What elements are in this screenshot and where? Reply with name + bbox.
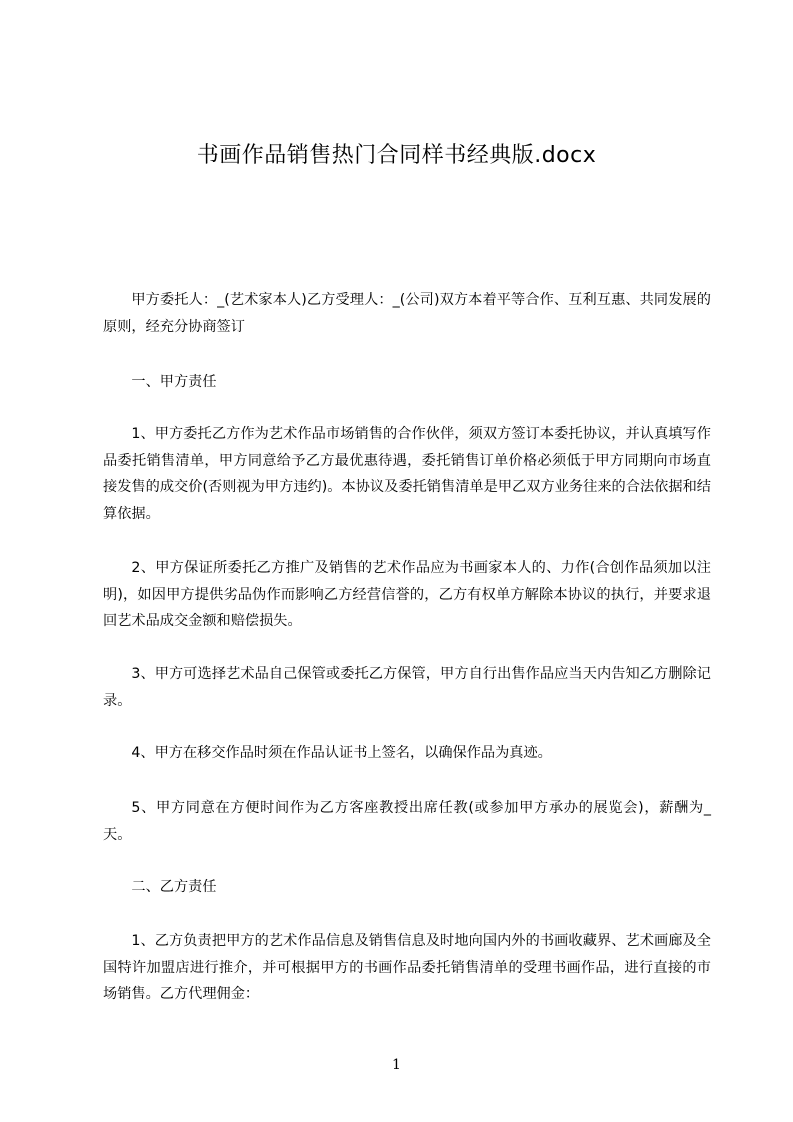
clause-b-1: 1、乙方负责把甲方的艺术作品信息及销售信息及时地向国内外的书画收藏界、艺术画廊及全国特许加盟店进行推介，并可根据甲方的书画作品委托销售清单的受理书画作品，进行直接的市场销售。乙方代理佣金：	[103, 933, 711, 1002]
clause-a-3: 3、甲方可选择艺术品自己保管或委托乙方保管，甲方自行出售作品应当天内告知乙方删除记录。	[103, 666, 711, 709]
section-heading-party-a: 一、甲方责任	[131, 374, 217, 390]
clause-a-1: 1、甲方委托乙方作为艺术作品市场销售的合作伙伴，须双方签订本委托协议，并认真填写作品委托销售清单，甲方同意给予乙方最优惠待遇，委托销售订单价格必须低于甲方同期向市场直接发售的成交价(否则视为甲方违约)。本协议及委托销售清单是甲乙双方业务往来的合法依据和结算依据。	[103, 426, 711, 522]
clause-a-5: 5、甲方同意在方便时间作为乙方客座教授出席任教(或参加甲方承办的展览会)，薪酬为_天。	[103, 800, 711, 843]
clause-a-2: 2、甲方保证所委托乙方推广及销售的艺术作品应为书画家本人的、力作(合创作品须加以注明)，如因甲方提供劣品伪作而影响乙方经营信誉的，乙方有权单方解除本协议的执行，并要求退回艺术品成交金额和赔偿损失。	[103, 560, 711, 629]
page-number: 1	[392, 1057, 401, 1073]
intro-paragraph: 甲方委托人：_(艺术家本人)乙方受理人：_(公司)双方本着平等合作、互利互惠、共同发展的原则，经充分协商签订	[103, 292, 711, 335]
clause-a-4: 4、甲方在移交作品时须在作品认证书上签名，以确保作品为真迹。	[131, 745, 552, 761]
section-heading-party-b: 二、乙方责任	[131, 879, 217, 895]
document-title: 书画作品销售热门合同样书经典版.docx	[196, 143, 597, 168]
